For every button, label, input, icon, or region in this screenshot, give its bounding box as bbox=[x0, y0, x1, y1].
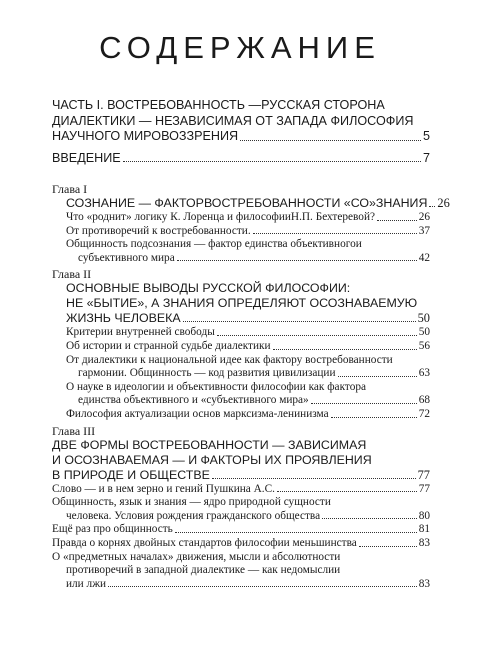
toc-entry-line: Общинность подсознания — фактор единства объективногои bbox=[66, 238, 362, 251]
dot-leader bbox=[240, 139, 421, 141]
page-number: 72 bbox=[418, 407, 430, 420]
dot-leader bbox=[217, 334, 417, 336]
page-number: 5 bbox=[422, 129, 430, 143]
toc-entry[interactable] bbox=[52, 354, 430, 381]
toc-entry-line: субъективного мира bbox=[78, 251, 175, 264]
page-number: 80 bbox=[418, 509, 430, 522]
toc-entry-line: человека. Условия рождения гражданского общества bbox=[66, 509, 321, 522]
page-number: 56 bbox=[418, 339, 430, 352]
toc-entry-line: ЖИЗНЬ ЧЕЛОВЕКА bbox=[66, 311, 181, 326]
page-number: 77 bbox=[417, 467, 430, 482]
toc-entry-line: ВВЕДЕНИЕ bbox=[52, 150, 121, 165]
dot-leader bbox=[377, 219, 417, 221]
toc-entry-line: ОСНОВНЫЕ ВЫВОДЫ РУССКОЙ ФИЛОСОФИИ: bbox=[66, 281, 351, 296]
page-number: 7 bbox=[422, 150, 430, 165]
dot-leader bbox=[277, 490, 417, 492]
dot-leader bbox=[212, 477, 416, 479]
toc-entry-line: противоречий в западной диалектике — как недомыслии bbox=[66, 564, 341, 577]
toc-entry-intro[interactable] bbox=[52, 151, 430, 167]
toc-entry[interactable] bbox=[52, 408, 430, 422]
page-number: 81 bbox=[418, 523, 430, 536]
toc-entry[interactable] bbox=[52, 523, 430, 537]
toc-entry[interactable] bbox=[52, 537, 430, 551]
dot-leader bbox=[359, 545, 417, 547]
page-number: 63 bbox=[418, 367, 430, 380]
dot-leader bbox=[108, 585, 417, 587]
toc-entry-line: Правда о корнях двойных стандартов философии меньшинства bbox=[52, 536, 357, 549]
page-number: 50 bbox=[417, 311, 430, 326]
toc-entry[interactable] bbox=[52, 340, 430, 354]
toc-entry-line: Философия актуализации основ марксизма-ленинизма bbox=[66, 407, 329, 420]
page-title: СОДЕРЖАНИЕ bbox=[99, 30, 381, 65]
toc-entry-line: гармонии. Общинность — код развития цивилизации bbox=[78, 367, 336, 380]
page-number: 26 bbox=[437, 196, 450, 210]
chapter-label: Глава III bbox=[52, 423, 96, 438]
toc-entry[interactable] bbox=[52, 196, 450, 211]
toc-entry-line: О «предметных началах» движения, мысли и абсолютности bbox=[52, 550, 341, 563]
toc-entry-part-1[interactable] bbox=[52, 98, 430, 145]
toc-entry[interactable] bbox=[52, 438, 430, 483]
toc-entry-line: ДВЕ ФОРМЫ ВОСТРЕБОВАННОСТИ — ЗАВИСИМАЯ bbox=[52, 437, 367, 452]
toc-entry-line: ДИАЛЕКТИКИ — НЕЗАВИСИМАЯ ОТ ЗАПАДА ФИЛОСОФИЯ bbox=[52, 113, 414, 128]
toc-entry[interactable] bbox=[52, 211, 430, 225]
toc-entry[interactable] bbox=[52, 238, 430, 265]
toc-entry-line: Ещё раз про общинность bbox=[52, 523, 173, 536]
toc-entry-line: Критерии внутренней свободы bbox=[66, 326, 215, 339]
page-number: 77 bbox=[418, 482, 430, 495]
toc-entry-line: И ОСОЗНАВАЕМАЯ — И ФАКТОРЫ ИХ ПРОЯВЛЕНИЯ bbox=[52, 452, 372, 467]
page-number: 83 bbox=[418, 577, 430, 590]
toc-entry-line: НАУЧНОГО МИРОВОЗЗРЕНИЯ bbox=[52, 129, 239, 143]
page-number: 83 bbox=[418, 536, 430, 549]
toc-entry-line: или лжи bbox=[66, 577, 107, 590]
toc-entry-line: Общинность, язык и знания — ядро природной сущности bbox=[52, 496, 331, 509]
toc-entry[interactable] bbox=[52, 281, 430, 326]
dot-leader bbox=[338, 375, 417, 377]
toc-entry-line: СОЗНАНИЕ — ФАКТОРВОСТРЕБОВАННОСТИ «СО»ЗНАНИЯ bbox=[66, 196, 428, 210]
toc-entry-line: Об истории и странной судьбе диалектики bbox=[66, 339, 271, 352]
page-number: 26 bbox=[418, 211, 430, 223]
toc-entry-line: ЧАСТЬ I. ВОСТРЕБОВАННОСТЬ —РУССКАЯ СТОРОНА bbox=[52, 98, 385, 112]
dot-leader bbox=[253, 232, 417, 234]
toc-entry-line: В ПРИРОДЕ И ОБЩЕСТВЕ bbox=[52, 467, 210, 482]
dot-leader bbox=[273, 348, 417, 350]
toc-entry[interactable] bbox=[52, 381, 430, 408]
dot-leader bbox=[175, 531, 417, 533]
toc-entry[interactable] bbox=[52, 496, 430, 523]
dot-leader bbox=[322, 517, 417, 519]
chapter-label: Глава I bbox=[52, 182, 88, 196]
dot-leader bbox=[123, 160, 421, 162]
toc-entry-line: От диалектики к национальной идее как фактору востребованности bbox=[66, 353, 393, 366]
dot-leader bbox=[177, 259, 417, 261]
toc-entry[interactable] bbox=[52, 483, 430, 497]
dot-leader bbox=[183, 320, 416, 322]
toc-entry[interactable] bbox=[52, 326, 430, 340]
page-number: 68 bbox=[418, 394, 430, 407]
table-of-contents bbox=[52, 98, 450, 591]
toc-entry-line: единства объективного и «субъективного мира» bbox=[78, 394, 309, 407]
dot-leader bbox=[331, 416, 417, 418]
dot-leader bbox=[311, 402, 417, 404]
page-number: 42 bbox=[418, 251, 430, 264]
toc-entry[interactable] bbox=[52, 551, 430, 592]
toc-entry-line: О науке в идеологии и объективности философии как фактора bbox=[66, 380, 367, 393]
chapter-label: Глава II bbox=[52, 267, 92, 282]
dot-leader bbox=[429, 205, 435, 207]
page-number: 50 bbox=[418, 326, 430, 339]
toc-entry-line: Слово — и в нем зерно и гений Пушкина А.С. bbox=[52, 482, 275, 495]
page-number: 37 bbox=[418, 224, 430, 237]
toc-entry[interactable] bbox=[52, 225, 430, 239]
toc-entry-line: Что «роднит» логику К. Лоренца и философииН.П. Бехтеревой? bbox=[66, 211, 376, 223]
toc-entry-line: НЕ «БЫТИЕ», А ЗНАНИЯ ОПРЕДЕЛЯЮТ ОСОЗНАВАЕМУЮ bbox=[66, 296, 418, 311]
toc-entry-line: От противоречий к востребованности. bbox=[66, 224, 251, 237]
